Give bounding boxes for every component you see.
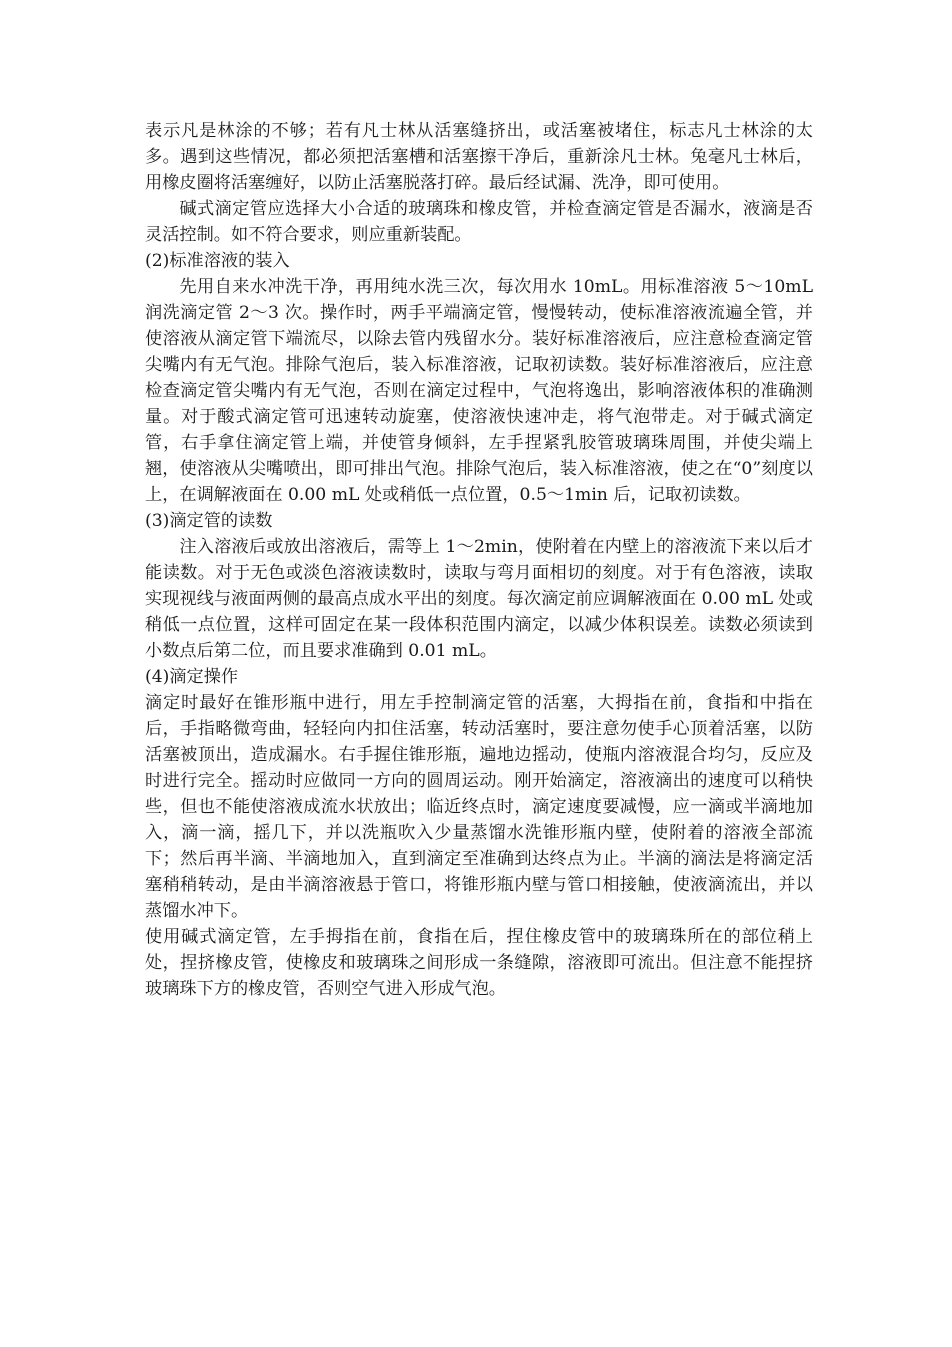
paragraph-vaseline-check: 表示凡是林涂的不够；若有凡士林从活塞缝挤出，或活塞被堵住，标志凡士林涂的太多。遇到这些情况，都必须把活塞槽和活塞擦干净后，重新涂凡士林。兔毫凡士林后，用橡皮圈将活塞缠好，以防止活塞脱落打碎。最后经试漏、洗净，即可使用。: [145, 121, 813, 193]
paragraph-titration: 滴定时最好在锥形瓶中进行，用左手控制滴定管的活塞，大拇指在前，食指和中指在后，手指略微弯曲，轻轻向内扣住活塞，转动活塞时，要注意勿使手心顶着活塞，以防活塞被顶出，造成漏水。右手握住锥形瓶，遍地边摇动，使瓶内溶液混合均匀，反应及时进行完全。摇动时应做同一方向的圆周运动。刚开始滴定，溶液滴出的速度可以稍快些，但也不能使溶液成流水状放出；临近终点时，滴定速度要减慢，应一滴或半滴地加入，滴一滴，摇几下，并以洗瓶吹入少量蒸馏水洗锥形瓶内壁，使附着的溶液全部流下；然后再半滴、半滴地加入，直到滴定至准确到达终点为止。半滴的滴法是将滴定活塞稍稍转动，是由半滴溶液悬于管口，将锥形瓶内壁与管口相接触，使液滴流出，并以蒸馏水冲下。: [145, 693, 813, 921]
paragraph-reading: 注入溶液后或放出溶液后，需等上 1～2min，使附着在内壁上的溶液流下来以后才能读数。对于无色或淡色溶液读数时，读取与弯月面相切的刻度。对于有色溶液，读取实现视线与液面两侧的最高点成水平出的刻度。每次滴定前应调解液面在 0.00 mL 处或稍低一点位置，这样可固定在某一段体积范围内滴定，以减少体积误差。读数必须读到小数点后第二位，而且要求准确到 0.01 mL。: [145, 537, 813, 661]
section-heading-titration: (4)滴定操作: [145, 667, 239, 687]
document-page: [145, 118, 813, 1002]
section-heading-loading: (2)标准溶液的装入: [145, 251, 290, 271]
section-heading-reading: (3)滴定管的读数: [145, 511, 273, 531]
paragraph-base-burette: 碱式滴定管应选择大小合适的玻璃珠和橡皮管，并检查滴定管是否漏水，液滴是否灵活控制。如不符合要求，则应重新装配。: [145, 199, 813, 245]
paragraph-loading: 先用自来水冲洗干净，再用纯水洗三次，每次用水 10mL。用标准溶液 5～10mL 润洗滴定管 2～3 次。操作时，两手平端滴定管，慢慢转动，使标准溶液流遍全管，并使溶液从滴定管下端流尽，以除去管内残留水分。装好标准溶液后，应注意检查滴定管尖嘴内有无气泡。排除气泡后，装入标准溶液，记取初读数。装好标准溶液后，应注意检查滴定管尖嘴内有无气泡，否则在滴定过程中，气泡将逸出，影响溶液体积的准确测量。对于酸式滴定管可迅速转动旋塞，使溶液快速冲走，将气泡带走。对于碱式滴定管，右手拿住滴定管上端，并使管身倾斜，左手捏紧乳胶管玻璃珠周围，并使尖端上翘，使溶液从尖嘴喷出，即可排出气泡。排除气泡后，装入标准溶液，使之在“0”刻度以上，在调解液面在 0.00 mL 处或稍低一点位置，0.5～1min 后，记取初读数。: [145, 277, 813, 505]
paragraph-base-burette-use: 使用碱式滴定管，左手拇指在前，食指在后，捏住橡皮管中的玻璃珠所在的部位稍上处，捏挤橡皮管，使橡皮和玻璃珠之间形成一条缝隙，溶液即可流出。但注意不能捏挤玻璃珠下方的橡皮管，否则空气进入形成气泡。: [145, 927, 813, 999]
